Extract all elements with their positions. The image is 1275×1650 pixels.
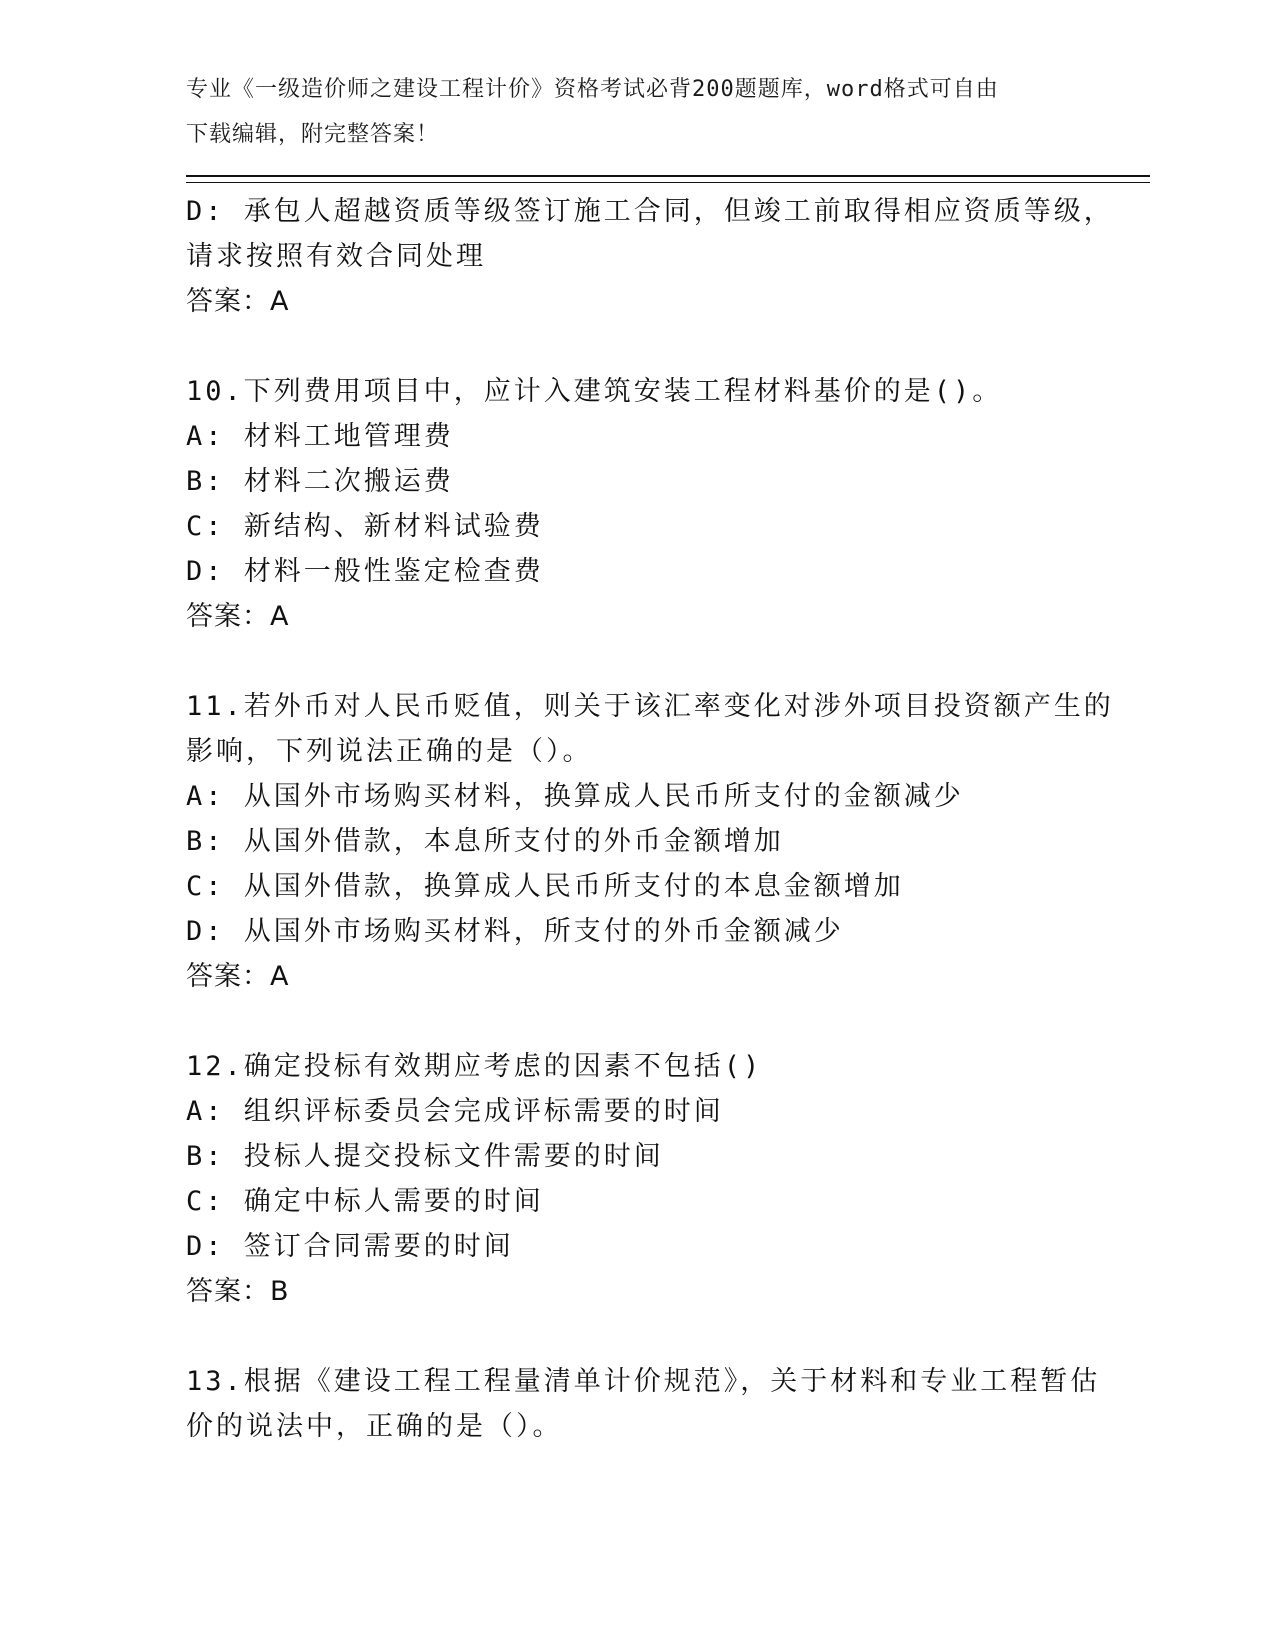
question-block-12 [186, 1044, 1086, 1314]
header-line-2: 下载编辑，附完整答案！ [186, 122, 440, 147]
question-text: 12.确定投标有效期应考虑的因素不包括() [186, 1051, 763, 1082]
option-b: B: 从国外借款，本息所支付的外币金额增加 [186, 826, 784, 857]
option-c: C: 新结构、新材料试验费 [186, 511, 544, 542]
option-b: B: 材料二次搬运费 [186, 466, 454, 497]
option-d: D: 从国外市场购买材料，所支付的外币金额减少 [186, 916, 844, 947]
block-spacer [186, 999, 1086, 1044]
question-block-11 [186, 684, 1114, 999]
option-a: A: 从国外市场购买材料，换算成人民币所支付的金额减少 [186, 781, 964, 812]
block-spacer [186, 324, 1086, 369]
answer-line: 答案：A [186, 601, 290, 632]
question-text-continued: 价的说法中，正确的是（）。 [186, 1411, 563, 1442]
option-d-continued: 请求按照有效合同处理 [186, 241, 486, 272]
block-spacer [186, 1314, 1086, 1359]
question-text: 11.若外币对人民币贬值，则关于该汇率变化对涉外项目投资额产生的 [186, 691, 1114, 722]
option-b: B: 投标人提交投标文件需要的时间 [186, 1141, 664, 1172]
question-block-9 [186, 189, 1114, 324]
option-d: D: 签订合同需要的时间 [186, 1231, 514, 1262]
header-rule-thick [186, 175, 1150, 177]
option-d: D: 材料一般性鉴定检查费 [186, 556, 544, 587]
question-block-13 [186, 1359, 1101, 1449]
header-rule-thin [186, 182, 1150, 183]
answer-line: 答案：A [186, 961, 290, 992]
option-a: A: 组织评标委员会完成评标需要的时间 [186, 1096, 724, 1127]
option-d: D: 承包人超越资质等级签订施工合同，但竣工前取得相应资质等级， [186, 196, 1114, 227]
option-a: A: 材料工地管理费 [186, 421, 454, 452]
question-list [186, 189, 1114, 1449]
option-c: C: 从国外借款，换算成人民币所支付的本息金额增加 [186, 871, 904, 902]
option-c: C: 确定中标人需要的时间 [186, 1186, 544, 1217]
question-text: 10.下列费用项目中，应计入建筑安装工程材料基价的是()。 [186, 376, 1003, 407]
question-text: 13.根据《建设工程工程量清单计价规范》，关于材料和专业工程暂估 [186, 1366, 1101, 1397]
header-line-1: 专业《一级造价师之建设工程计价》资格考试必背200题题库，word格式可自由 [186, 77, 999, 102]
question-text-continued: 影响，下列说法正确的是（）。 [186, 736, 593, 767]
question-block-10 [186, 369, 1086, 639]
block-spacer [186, 639, 1086, 684]
document-header [186, 72, 1066, 162]
answer-line: 答案：A [186, 286, 290, 317]
answer-line: 答案：B [186, 1276, 290, 1307]
